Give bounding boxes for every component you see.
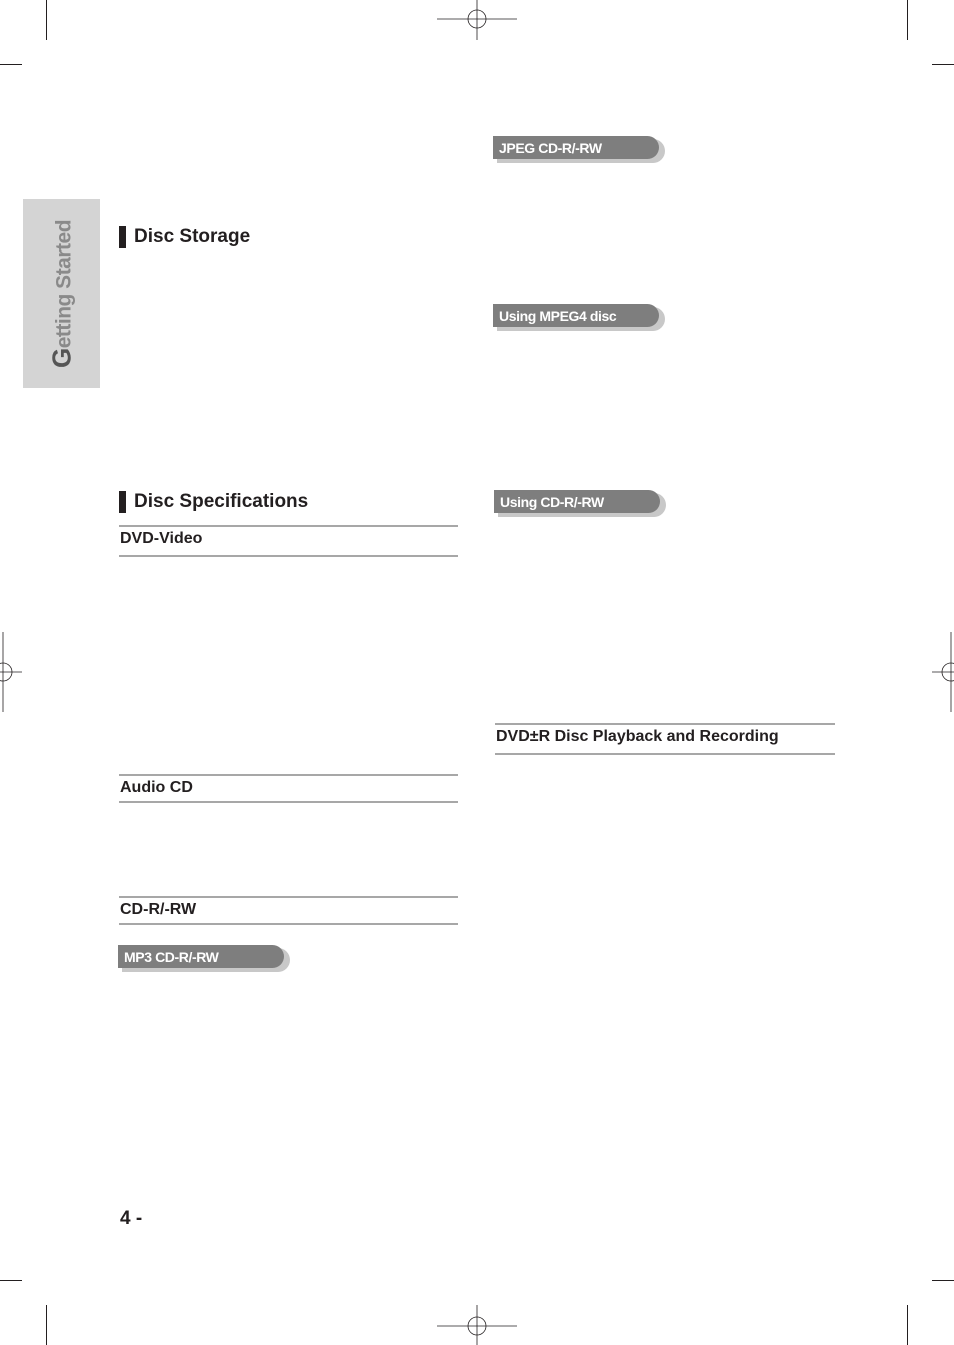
section-title-text: Disc Storage bbox=[134, 226, 251, 247]
heading-rule-top bbox=[119, 896, 458, 898]
chapter-side-tab-initial: G bbox=[46, 347, 76, 368]
registration-mark-left bbox=[0, 632, 22, 712]
sub-heading-text: DVD±R Disc Playback and Recording bbox=[496, 728, 779, 745]
registration-mark-bottom bbox=[437, 1305, 517, 1345]
registration-mark-right bbox=[932, 632, 954, 712]
heading-rule-bottom bbox=[119, 555, 458, 557]
registration-mark-top bbox=[437, 0, 517, 40]
sub-heading-text: Audio CD bbox=[120, 779, 193, 796]
chapter-side-tab bbox=[23, 199, 100, 388]
pill-text: Using CD-R/-RW bbox=[500, 494, 604, 510]
pill-text: MP3 CD-R/-RW bbox=[124, 949, 219, 965]
section-title-bar bbox=[119, 226, 126, 248]
pill-heading-mpeg4 bbox=[493, 304, 665, 331]
pill-text: JPEG CD-R/-RW bbox=[499, 140, 602, 156]
sub-heading-text: CD-R/-RW bbox=[120, 901, 197, 918]
heading-rule-bottom bbox=[119, 801, 458, 803]
sub-heading-audio-cd bbox=[119, 774, 458, 803]
heading-rule-bottom bbox=[119, 923, 458, 925]
section-title-text: Disc Specifications bbox=[134, 491, 309, 512]
heading-rule-top bbox=[119, 525, 458, 527]
crop-mark bbox=[46, 0, 47, 40]
crop-mark bbox=[932, 1280, 954, 1281]
crop-mark bbox=[932, 64, 954, 65]
pill-heading-mp3 bbox=[118, 945, 290, 972]
chapter-side-tab-label bbox=[46, 219, 77, 367]
pill-text: Using MPEG4 disc bbox=[499, 308, 617, 324]
crop-mark bbox=[0, 64, 22, 65]
heading-rule-bottom bbox=[495, 753, 835, 755]
sub-heading-dvd-video bbox=[119, 525, 458, 557]
section-title-disc-storage bbox=[119, 225, 319, 249]
crop-mark bbox=[907, 1305, 908, 1345]
sub-heading-dvd-r-playback bbox=[495, 723, 835, 755]
chapter-side-tab-rest: etting Started bbox=[52, 219, 75, 348]
sub-heading-text: DVD-Video bbox=[120, 530, 203, 547]
sub-heading-cd-r-rw bbox=[119, 896, 458, 925]
pill-heading-jpeg bbox=[493, 136, 665, 163]
section-title-disc-specifications bbox=[119, 490, 359, 514]
crop-mark bbox=[46, 1305, 47, 1345]
heading-rule-top bbox=[119, 774, 458, 776]
crop-mark bbox=[0, 1280, 22, 1281]
pill-heading-cd-rw bbox=[494, 490, 666, 517]
section-title-bar bbox=[119, 491, 126, 513]
crop-mark bbox=[907, 0, 908, 40]
page-number: 4 - bbox=[120, 1208, 143, 1229]
heading-rule-top bbox=[495, 723, 835, 725]
